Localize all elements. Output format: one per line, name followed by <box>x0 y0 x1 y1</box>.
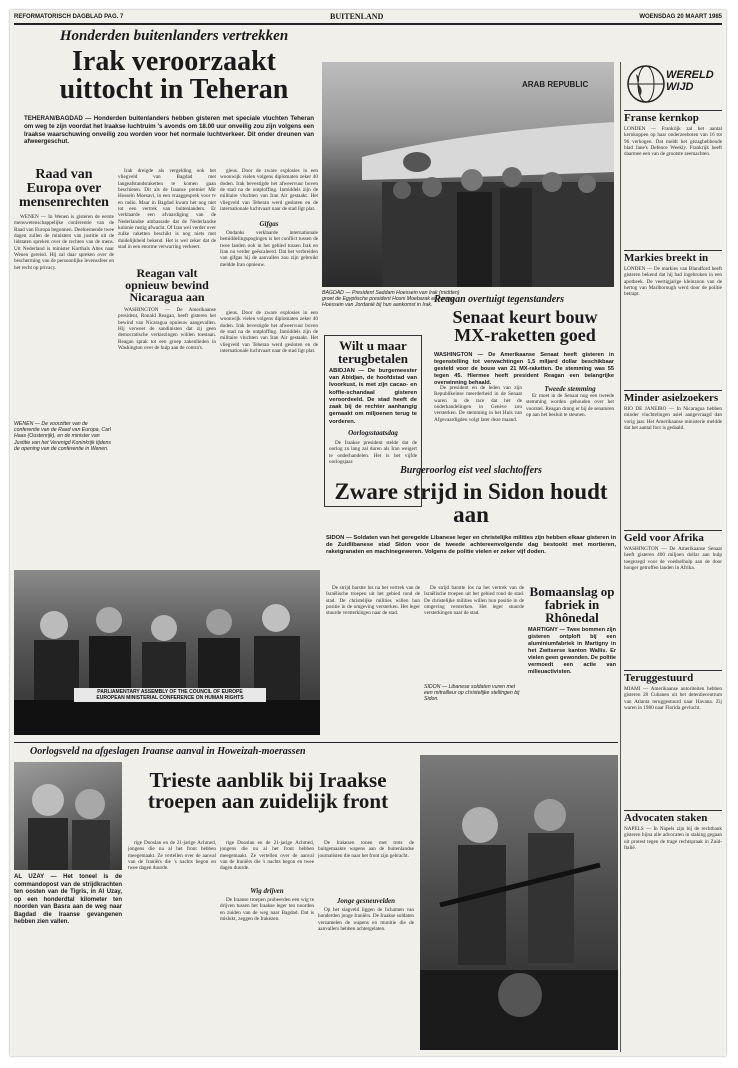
folio-right: WOENSDAG 20 MAART 1985 <box>639 14 722 20</box>
wereld-item-title: Geld voor Afrika <box>624 530 722 544</box>
iraq-intro: AL UZAY — Het toneel is de commandopost van de strijdkrachten ten oosten van de Tigris, in Al Uzay, op een honderdtal kilometer ten noorden van Basra aan de weg naar Bagdad die Iraanse gevangenen hebben zien vallen. <box>14 874 122 925</box>
photo-conference <box>14 570 320 735</box>
lead-col3-text: gieus. Door de zware explosies in een woonwijk vielen volgens diplomaten zeker 40 doden. Irak bevestigde het afweervuur boven de stad na de ontploffing. Inmiddels zijn de militaire vluchten van Iran Air gestaakt. Het vliegveld van Teheran werd gesloten en de internationale luchtvaart naar de stad ligt plat. <box>220 168 318 213</box>
wereld-item-body: LONDEN — De markies van Blandford heeft gisteren bekend dat hij had ingebroken in een apotheek. De veertigjarige kleinzoon van de hertog van Marlborough werd door de politie betrapt. <box>624 266 722 298</box>
sidon-body <box>326 585 420 725</box>
reagan-headline: Reagan valt opnieuw bewind Nicaragua aan <box>125 266 209 304</box>
lead-headline: Irak veroorzaakt uittocht in Teheran <box>59 46 289 105</box>
photo-soldiers-scene <box>14 762 122 870</box>
iraq-body-col1 <box>128 840 216 1045</box>
sidon-text: De strijd barstte los na het vertrek van de Israëlische troepen uit het gebied rond de stad. De christelijke milities willen hun positie in de omgeving versterken. Het leger stuurde versterkingen naar de stad. <box>326 585 420 617</box>
rhone-body: MARTIGNY — Twee bommen zijn gisteren ontploft bij een aluminiumfabriek in Martigny in het Zwitserse kanton Wallis. Er vielen geen gewonden. De politie vermoedt een actie van milieuactivisten. <box>528 627 616 675</box>
photo-conference-scene <box>14 570 320 735</box>
gifgas-body <box>220 230 318 310</box>
photo-airport <box>322 62 614 287</box>
iraq-col2-text: rige Dooslan en de 21-jarige Achmed, jongens die nu al het front hebben meegemaakt. Ze vertellen over de aanval van de Iraniërs die 's nachts begon en twee dagen duurde. <box>220 840 314 872</box>
raad-body <box>14 214 114 419</box>
wiltmaar-text: De burgemeester van Abidjan, de hoofdstad van Ivoorkust, is met zijn cacao- en koffie-schandaal gisteren veroordeeld. De stad heeft de zaak bij de rechter aanhangig gemaakt om miljoenen terug te vorderen. <box>329 368 417 425</box>
jonge-subhead: Jonge gesneuvelden <box>336 897 396 905</box>
wiltmaar-dateline: ABIDJAN <box>329 368 355 374</box>
raad-text: WENEN — In Wenen is gisteren de eerste menswetenschappelijke conferentie van de Raad van Europa begonnen. Deelnemende twee dagen zullen de ministers van justitie uit de lidstaten spreken over de rechten van de mens. Uit Nederland is minister Korthals Altes naar Wenen gereisd. Hij zal daar spreken over de bescherming van de persoonlijke levenssfeer en het recht op privacy. <box>14 214 114 271</box>
iraq-col3-text: De Irakezen tonen met trots de buitgemaakte wapens aan de buitenlandse journalisten die naar het front zijn gebracht. <box>318 840 414 859</box>
tweede-body <box>526 393 614 443</box>
lead-dateline: TEHERAN/BAGDAD <box>24 115 83 122</box>
photo-iraqi-troops <box>420 755 618 1050</box>
wiltmaar-headline: Wilt u maar terugbetalen <box>337 338 409 366</box>
senaat-text: De president en de leden van zijn Republikeinse meerderheid in de Senaat waren in de race dat het de onderhandelingen in Genève zou versterken. De stemming in het Huis van Afgevaardigden volgt later deze maand. <box>434 385 522 423</box>
wereld-item-title: Advocaten staken <box>624 810 722 824</box>
wereld-wijd-logo <box>624 62 722 110</box>
sidon-caption: SIDON — Libanese soldaten vuren met een mitrailleur op christelijke stellingen bij Sidon. <box>424 684 520 703</box>
sidon-col2-text: De strijd barstte los na het vertrek van de Israëlische troepen uit het gebied rond de stad. De christelijke milities willen hun positie in de omgeving versterken. Het leger stuurde versterkingen naar de stad. <box>424 585 524 617</box>
senaat-headline: Senaat keurt bouw MX-raketten goed <box>452 307 598 345</box>
wereld-item-title: Teruggestuurd <box>624 670 722 684</box>
wereld-item <box>624 810 722 944</box>
lead-intro-text: Honderden buitenlanders hebben gisteren met speciale vluchten Teheran om weg te zijn voordat het Iraakse luchtruim 's avonds om 18.00 uur onveilig zou zijn volgens een Iraakse waarschuwing onveilig zou worden voor het normale luchtverkeer. Dit onder dreunen van afweergeschut. <box>24 115 314 146</box>
wereld-item <box>624 250 722 384</box>
iraq-col2-body <box>220 840 314 885</box>
wereld-wijd-column <box>624 62 722 950</box>
oorlog-subhead: Oorlogsstaatsdag <box>348 428 398 437</box>
wereld-item-body: RIO DE JANEIRO — In Nicaragua hebben minder vluchtelingen asiel aangevraagd dan vorig jaar. Het Amerikaanse ministerie meldde dat het aantal fors is gedaald. <box>624 406 722 432</box>
wereld-item-body: NAPELS — In Napels zijn bij de rechtbank gisteren bijna alle advocaten in staking gegaan uit protest tegen de trage rechtspraak in Zuid-Italië. <box>624 826 722 852</box>
lead-col3-more: gieus. Door de zware explosies in een woonwijk vielen volgens diplomaten zeker 40 doden. Irak bevestigde het afweervuur boven de stad na de ontploffing. Inmiddels zijn de militaire vluchten van Iran Air gestaakt. Het vliegveld van Teheran werd gesloten en de internationale luchtvaart naar de stad ligt plat. <box>220 310 318 355</box>
wig-text: De Iraanse troepen probeerden een wig te drijven tussen het Iraakse leger ten noorden en zuiden van de weg naar Bagdad. Dat is mislukt, zeggen de Irakezen. <box>220 897 314 923</box>
gifgas-text: Ondanks verklaarde internationale bemiddelingspogingen is het conflict tussen de twee landen ook in het gebied tussen Irak en Iran nu verder geëscaleerd. Dat het verbreiden van gifgas bij de aanvallen zou zijn gebruikt meldde Iran opnieuw. <box>220 230 318 268</box>
lead-column-2 <box>118 168 216 457</box>
gifgas-subhead: Gifgas <box>259 220 279 228</box>
sidon-col2 <box>424 585 524 703</box>
jonge-body <box>318 907 414 1037</box>
wereld-item-body: LONDEN — Frankrijk zal het aantal kernkoppen op haar onderzeeboten van 16 tot 96 verhogen. Dat meldt het gezaghebbende blad Jane's Defence Weekly. Frankrijk heeft daarmee een van de grootste zeemachten. <box>624 126 722 158</box>
tweede-subhead: Tweede stemming <box>544 385 596 393</box>
tweede-text: Er moet in de Senaat nog een tweede stemming worden gehouden over het voorstel. Reagan drong er bij de senatoren op aan het besluit te steunen. <box>526 393 614 419</box>
crowd-shape <box>382 182 614 287</box>
rhone-article <box>528 585 616 676</box>
photo-soldiers-portrait <box>14 762 122 870</box>
iraq-col3-body <box>318 840 414 895</box>
sidon-intro: SIDON — Soldaten van het geregelde Libanese leger en christelijke milities zijn hebben elkaar gisteren in de Zuidlibanese stad Sidon voor de tweede achtereenvolgende dag bestookt met mortieren, raketgranaten en machinegeweren. Volgens de politie vielen er zeker vijf doden. <box>326 535 616 556</box>
sidon-col2-body <box>424 585 524 680</box>
iraq-col3 <box>318 840 414 1037</box>
rhone-headline: Bomaanslag op fabriek in Rhônedal <box>529 584 615 625</box>
iraq-dateline: AL UZAY <box>14 874 45 880</box>
oorlog-text: De Iraakse president stelde dat de oorlog zo lang zal duren als Iran weigert te onderhandelen. Het is het vijfde oorlogsjaar. <box>329 439 417 465</box>
photo-airport-caption: BAGDAD — President Saddam Hoessein van Irak (midden) groet de Egyptische president Hosni Moebarak en koning Hoessein van Jordanië bij hun aankomst in Irak. <box>322 290 460 309</box>
wig-subhead: Wig drijven <box>250 887 284 895</box>
left-column <box>14 168 114 459</box>
photo-airport-scene <box>322 62 614 287</box>
airplane-lettering: ARAB REPUBLIC <box>522 80 589 89</box>
wereld-item-title: Franse kernkop <box>624 110 722 124</box>
senaat-kicker: Reagan overtuigt tegenstanders <box>434 294 565 305</box>
wereld-item-title: Markies breekt in <box>624 250 722 264</box>
iraq-rule <box>14 742 618 743</box>
raad-caption: WENEN — De voorzitter van de conferentie van de Raad van Europa, Carl Haas (Oostenrijk), en de minister van Justitie van het Verenigd Koninkrijk tijdens de opening van de conferentie in Wenen. <box>14 421 111 452</box>
wereld-item-body: MIAMI — Amerikaanse autoriteiten hebben gisteren 28 Cubanen uit het detentiecentrum van Atlanta teruggestuurd naar Havana. Zij waren in 1980 naar Florida gevlucht. <box>624 686 722 712</box>
lead-column-3 <box>220 168 318 430</box>
wiltmaar-intro: ABIDJAN — De burgemeester van Abidjan, de hoofdstad van Ivoorkust, is met zijn cacao- en koffie-schandaal gisteren veroordeeld. De stad heeft de zaak bij de rechter aanhangig gemaakt om miljoenen terug te vorderen. <box>329 368 417 425</box>
wereld-item <box>624 670 722 804</box>
wereld-item <box>624 390 722 524</box>
photo-iraqi-troops-scene <box>420 755 618 1050</box>
wereld-item-title: Minder asielzoekers <box>624 390 722 404</box>
sidon-kicker: Burgeroorlog eist veel slachtoffers <box>400 465 542 476</box>
senaat-col2 <box>526 385 614 443</box>
iraq-kicker: Oorlogsveld na afgeslagen Iraanse aanval in Howeizah-moerassen <box>30 746 306 757</box>
wereld-item <box>624 110 722 244</box>
wereld-item <box>624 530 722 664</box>
section-title: BUITENLAND <box>330 12 384 21</box>
jonge-text: Op het slagveld liggen de lichamen van honderden jonge Iraniërs. De Iraakse soldaten verzamelen de wapens en munitie die de aanvallers hebben achtergelaten. <box>318 907 414 933</box>
masthead-rule <box>14 23 722 25</box>
iraq-headline: Trieste aanblik bij Iraakse troepen aan zuidelijk front <box>147 768 389 813</box>
lead-intro: TEHERAN/BAGDAD — Honderden buitenlanders hebben gisteren met speciale vluchten Teheran om weg te zijn voordat het Iraakse luchtruim 's avonds om 18.00 uur onveilig zou zijn volgens een Iraakse waarschuwing onveilig zou worden voor het normale luchtverkeer. Dit onder dreunen van afweergeschut. <box>24 115 314 146</box>
reagan-body <box>118 307 216 457</box>
sidon-headline: Zware strijd in Sidon houdt aan <box>334 479 608 527</box>
lead-kicker: Honderden buitenlanders vertrekken <box>59 28 289 44</box>
reagan-text: WASHINGTON — De Amerikaanse president, Ronald Reagan, heeft gisteren het bewind van Nicaragua opnieuw aangevallen. Hij verweet de sandinisten dat zij geen democratische verkiezingen wilden toestaan. Reagan sprak tot een groep zakenlieden in Washington over de hulp aan de contra's. <box>118 307 216 352</box>
senaat-body <box>434 385 522 455</box>
conference-banner-line2: EUROPEAN MINISTERIAL CONFERENCE ON HUMAN RIGHTS <box>96 695 244 701</box>
lead-col2-body <box>118 168 216 263</box>
wig-body <box>220 897 314 1037</box>
airplane-fuselage <box>362 122 614 180</box>
conference-banner <box>74 688 266 702</box>
globe-icon <box>626 64 666 104</box>
raad-headline: Raad van Europa over mensenrechten <box>19 167 109 210</box>
conference-banner-line1: PARLIAMENTARY ASSEMBLY OF THE COUNCIL OF EUROPE <box>97 689 243 695</box>
wereld-wijd-title: WERELD WIJD <box>666 69 714 93</box>
lead-col2-text: Irak dreigde als vergelding ook het vliegveld van Bagdad met langeafstandsraketten te komen gaan beschieten. Dit als de Iraanse premier Mir Hossein Moesavi, in een vraaggesprek voor tv en radio. Maar in Bagdad kwam het nog niet tot een vertrek van buitenlanders. Er verklaarde een afvaardiging van de Nederlandse ambassade dat de Nederlandse kolonie rustig afwacht. Of Iran wel verder over zulke raketten beschikt is nog niets met duidelijkheid bekend. Het is wel zeker dat de stad in een enorme verwarring verkeert. <box>118 168 216 251</box>
lead-col3-body <box>220 168 318 218</box>
right-column-rule <box>620 62 621 1052</box>
lead-col3-continued <box>220 310 318 430</box>
iraq-col2 <box>220 840 314 1037</box>
airplane-engine-icon <box>403 152 431 172</box>
newspaper-page <box>10 10 726 1056</box>
wereld-item-body: WASHINGTON — De Amerikaanse Senaat heeft gisteren 400 miljoen dollar aan hulp toegezegd voor de voedselhulp aan de door honger getroffen landen in Afrika. <box>624 546 722 572</box>
wereld-wijd-items <box>624 110 722 944</box>
senaat-intro: WASHINGTON — De Amerikaanse Senaat heeft gisteren in tegenstelling tot verwachtingen 1,5 miljard dollar beschikbaar gesteld voor de bouw van 21 MX-raketten. De stemming was 55 tegen 45. Hiermee heeft president Reagan een belangrijke overwinning behaald. <box>434 352 614 386</box>
iraq-body1: rige Dooslan en de 21-jarige Achmed, jongens die nu al het front hebben meegemaakt. Ze vertellen over de aanval van de Iraniërs die 's nachts begon en twee dagen duurde. <box>128 840 216 872</box>
iraq-intro-text: Het toneel is de commandopost van de strijdkrachten ten oosten van de Tigris, in Al Uzay, op een honderdtal kilometer ten noorden van Basra aan de weg naar Bagdad die Iraanse gevangenen hebben zien vallen. <box>14 874 122 925</box>
folio-left: REFORMATORISCH DAGBLAD PAG. 7 <box>14 14 124 20</box>
